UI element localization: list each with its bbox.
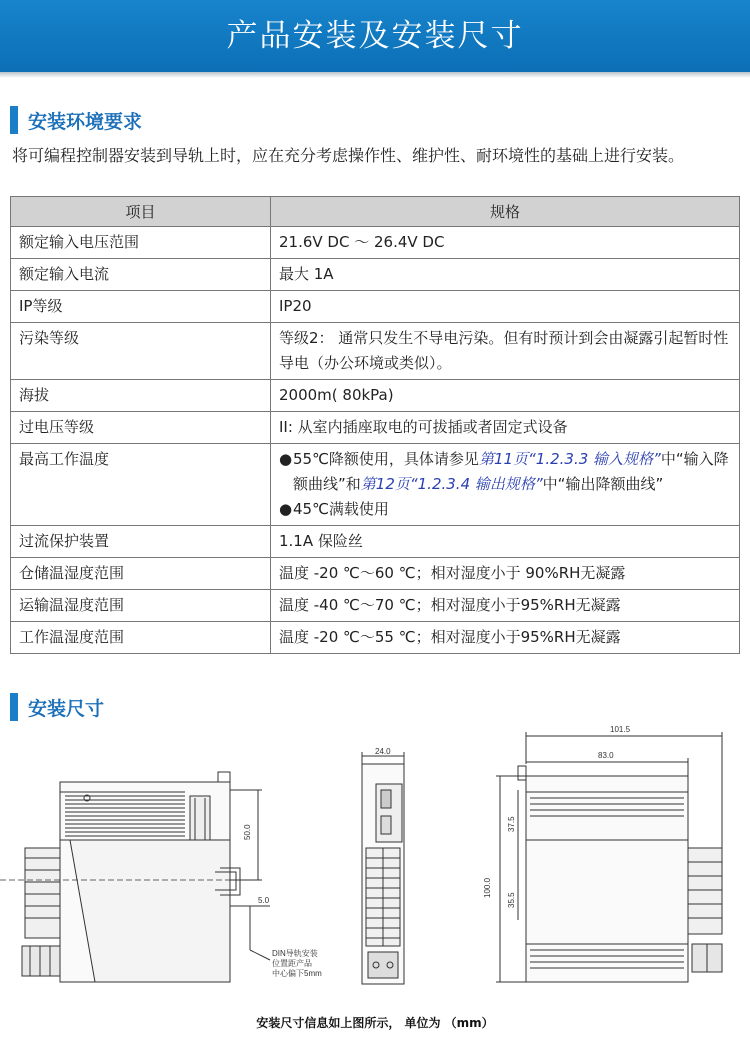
row-spec: 21.6V DC ～ 26.4V DC: [271, 227, 740, 259]
dim-label-50: 50.0: [243, 824, 252, 840]
bullet-item: [279, 447, 731, 497]
table-header-row: [11, 197, 740, 227]
dim-label-35-5: 35.5: [507, 892, 516, 908]
table-row: [11, 622, 740, 654]
banner-title: 产品安装及安装尺寸: [226, 18, 524, 54]
dimension-caption: 安装尺寸信息如上图所示， 单位为 （mm）: [256, 1016, 494, 1030]
row-spec: 温度 -40 ℃～70 ℃；相对湿度小于95%RH无凝露: [271, 590, 740, 622]
dim-label-5: 5.0: [258, 896, 270, 905]
row-spec: 1.1A 保险丝: [271, 526, 740, 558]
header-spec: 规格: [271, 197, 740, 227]
spec-table: [10, 196, 740, 654]
bullet-text-c: 中“输出降额曲线”: [542, 475, 664, 493]
dim-label-83: 83.0: [598, 751, 614, 760]
din-note-line1: DIN导轨安装: [272, 949, 318, 958]
din-note-line2: 位置距产品: [272, 959, 312, 968]
bullet-text-a: 55℃降额使用，具体请参见: [293, 450, 479, 468]
row-spec-bullets: [271, 444, 740, 526]
table-row: [11, 444, 740, 526]
row-spec: 2000m( 80kPa): [271, 380, 740, 412]
table-row: [11, 291, 740, 323]
bullet-item: [279, 497, 731, 522]
row-item: 污染等级: [11, 323, 271, 380]
row-spec: IP20: [271, 291, 740, 323]
row-spec: 温度 -20 ℃～60 ℃；相对湿度小于 90%RH无凝露: [271, 558, 740, 590]
table-row: [11, 227, 740, 259]
heading-marker: [10, 693, 18, 721]
table-row: [11, 590, 740, 622]
table-row: [11, 412, 740, 444]
row-spec: 温度 -20 ℃～55 ℃；相对湿度小于95%RH无凝露: [271, 622, 740, 654]
row-item: 额定输入电流: [11, 259, 271, 291]
table-row: [11, 259, 740, 291]
dim-label-101-5: 101.5: [610, 725, 631, 734]
rear-view-drawing: [496, 732, 722, 982]
front-view-drawing: [362, 752, 404, 984]
row-item: 过电压等级: [11, 412, 271, 444]
page-reference-link[interactable]: 第12页“1.2.3.4 输出规格”: [360, 475, 543, 493]
heading-text: 安装尺寸: [28, 697, 105, 720]
table-row: [11, 558, 740, 590]
row-item: 运输温湿度范围: [11, 590, 271, 622]
page-reference-link[interactable]: 第11页“1.2.3.3 输入规格”: [478, 450, 661, 468]
table-row: [11, 526, 740, 558]
dim-label-37-5: 37.5: [507, 816, 516, 832]
heading-text: 安装环境要求: [28, 110, 143, 133]
bullet-dot: ●: [279, 450, 293, 468]
row-spec: 最大 1A: [271, 259, 740, 291]
dim-label-24: 24.0: [375, 747, 391, 756]
din-note-line3: 中心偏下5mm: [272, 969, 322, 978]
bullet-dot: ●: [279, 500, 293, 518]
side-view-drawing: [0, 772, 270, 982]
page-banner: [0, 0, 750, 72]
bullet-text-b: 中“输入降额曲线”和: [293, 450, 729, 493]
row-item: 仓储温湿度范围: [11, 558, 271, 590]
table-row: [11, 380, 740, 412]
dimension-drawings: [0, 720, 750, 1010]
row-item: IP等级: [11, 291, 271, 323]
section-heading-environment: [10, 106, 142, 134]
table-row: [11, 323, 740, 380]
row-item: 额定输入电压范围: [11, 227, 271, 259]
section-heading-dimensions: [10, 693, 104, 721]
row-spec: II: 从室内插座取电的可拔插或者固定式设备: [271, 412, 740, 444]
row-item: 过流保护装置: [11, 526, 271, 558]
header-item: 项目: [11, 197, 271, 227]
row-spec: 等级2： 通常只发生不导电污染。但有时预计到会由凝露引起暂时性导电（办公环境或类似）。: [271, 323, 740, 380]
intro-paragraph: 将可编程控制器安装到导轨上时，应在充分考虑操作性、维护性、耐环境性的基础上进行安装。: [12, 146, 685, 165]
banner-shadow: [0, 72, 750, 78]
bullet-text: 45℃满载使用: [293, 500, 389, 518]
bullet-text: [293, 447, 731, 497]
heading-marker: [10, 106, 18, 134]
row-item: 海拔: [11, 380, 271, 412]
row-item: 工作温湿度范围: [11, 622, 271, 654]
dim-label-100: 100.0: [483, 877, 492, 898]
row-item: 最高工作温度: [11, 444, 271, 526]
